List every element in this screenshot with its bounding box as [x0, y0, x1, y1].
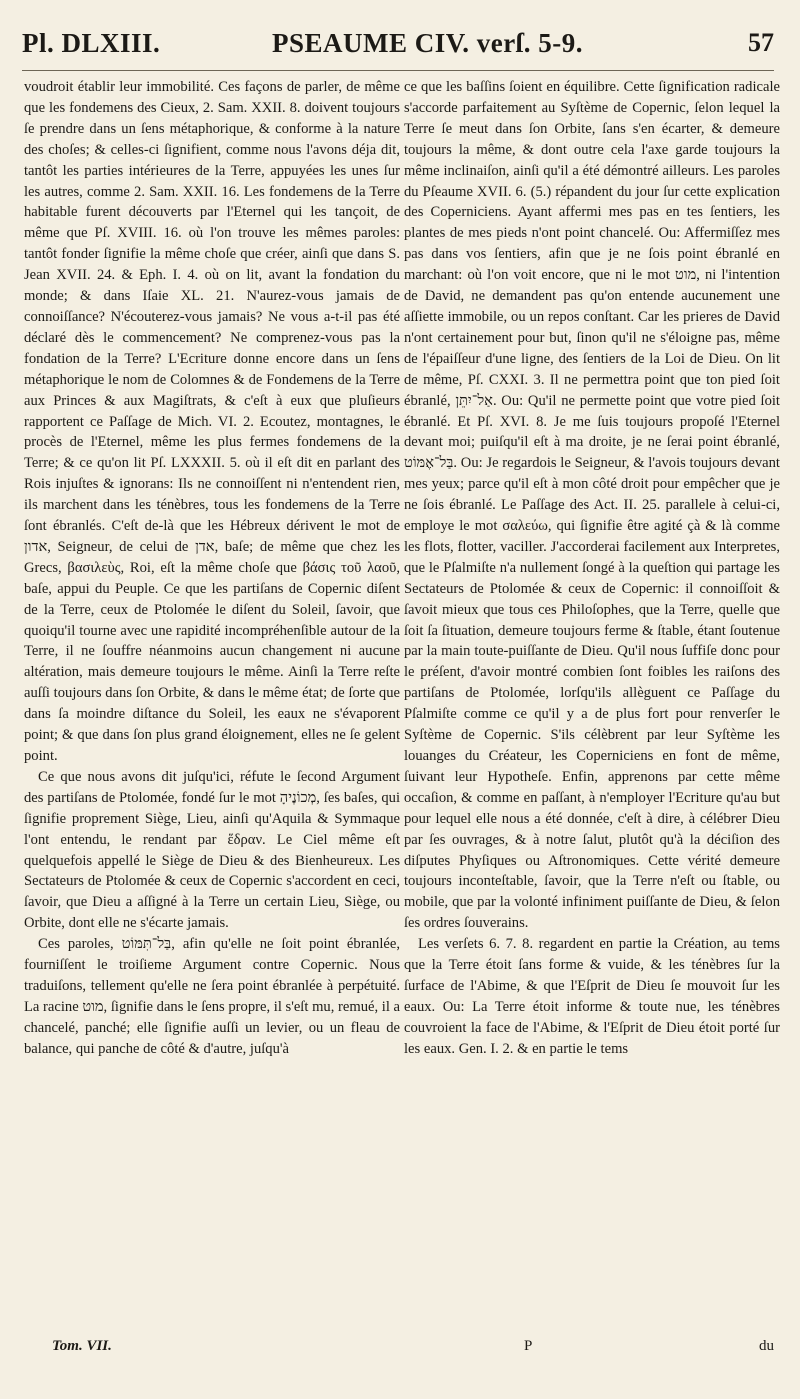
signature-mark: P: [524, 1338, 533, 1354]
catchword: du: [759, 1338, 774, 1354]
header-rule: [22, 70, 774, 71]
paragraph: voudroit établir leur immobilité. Ces façons de parler, de même que les fondemens des Cieux, 2. Sam. XXII. 8. doivent toujours ſe prendre dans un ſens métaphorique, & conforme à la nature des choſes; & celles-ci ſignifient, comme nous l'avons déja dit, tantôt les parties intérieures de la Terre, appuyées les unes ſur les autres, comme 2. Sam. XXII. 16. Les fondemens de la Terre habitable furent découverts par l'Eternel qui les tançoit, de même que Pſ. XVIII. 16. où l'on trouve les mêmes paroles: tantôt fonder ſignifie la même choſe que créer, ainſi que dans S. Jean XVII. 24. & Eph. I. 4. où on lit, avant la fondation du monde; & dans Iſaie XL. 21. N'aurez-vous jamais de connoiſſance? N'écouterez-vous jamais? Ne vous a-t-il pas été déclaré dès le commencement? Ne comprenez-vous pas la fondation de la Terre? L'Ecriture donne encore dans un ſens métaphorique le nom de Colomnes & de Fondemens de la Terre aux Princes & aux Magiſtrats, & c'eſt à eux que pluſieurs rapportent ce Paſſage de Mich. VI. 2. Ecoutez, montagnes, le procès de l'Eternel, même les plus fermes fondemens de la Terre; & ce qu'on lit Pſ. LXXXII. 5. où il eſt dit en parlant des Rois injuſtes & ignorans: Ils ne connoiſſent ni n'entendent rien, ils marchent dans les ténèbres, tous les fondemens de la Terre ſont ébranlés. C'eſt de-là que les Hébreux dérivent le mot de אדון, Seigneur, de celui de אדן, baſe; de même que chez les Grecs, βασιλεὺς, Roi, eſt la même choſe que βάσις τοῦ λαοῦ, baſe, appui du Peuple. Ce que les partiſans de Copernic diſent de la Terre, ceux de Ptolomée le diſent du Soleil, ſavoir, que quoiqu'il tourne avec une rapidité incompréhenſible autour de la Terre, il ne ſouffre néanmoins aucun changement ni aucune altération, mais demeure toujours le même. Ainſi la Terre reſte auſſi toujours dans ſon Orbite, & dans le même état; de ſorte que dans ſa moindre diſtance du Soleil, les eaux ne s'évaporent point; & que dans ſon plus grand éloignement, elles ne ſe gelent point.: [24, 79, 400, 764]
right-column: [404, 77, 780, 1060]
plate-number: Pl. DLXIII.: [22, 28, 161, 58]
page-number: 57: [748, 28, 774, 57]
paragraph: Ce que nous avons dit juſqu'ici, réfute le ſecond Argument des partiſans de Ptolomée, fondé ſur le mot מְכוֹנֶיהָ, ſes baſes, qui ſignifie proprement Siège, Lieu, ainſi qu'Aquila & Symmaque l'ont entendu, le rendant par ἕδραν. Le Ciel même eſt quelquefois appellé le Siège de Dieu & des Bienheureux. Les Sectateurs de Ptolomée & ceux de Copernic s'accordent en ceci, ſavoir, que Dieu a aſſigné à la Terre un certain Lieu, Siège, ou Orbite, dont elle ne s'écarte jamais.: [24, 768, 400, 932]
paragraph: ce que les baſſins ſoient en équilibre. Cette ſignification radicale s'accorde parfaitement au Syſtème de Copernic, ſelon lequel la Terre ſe meut dans ſon Orbite, ſans s'en écarter, & demeure toujours la même, & dont outre cela l'axe garde toujours la même inclinaiſon, ainſi qu'il a été démontré ailleurs. Les paroles du Pſeaume XVII. 6. (5.) répandent du jour ſur cette explication des Coperniciens. Ayant affermi mes pas en tes ſentiers, les plantes de mes pieds n'ont point chancelé. Ou: Affermiſſez mes pas dans vos ſentiers, afin que je ne ſois point ébranlé en marchant: où l'on voit encore, que ni le mot מוט, ni l'intention de David, ne demandent pas qu'on entende aucunement une aſſiette immobile, ou un repos conſtant. Car les prieres de David n'ont certainement pour but, ſinon qu'il ne s'éloigne pas, même de l'épaiſſeur d'une ligne, des ſentiers de la Loi de Dieu. On lit de même, Pſ. CXXI. 3. Il ne permettra point que ton pied ſoit ébranlé, אַל־יִתֵּן. Ou: Qu'il ne permette point que votre pied ſoit ébranlé. Et Pſ. XVI. 8. Je me ſuis toujours propoſé l'Eternel devant moi; puiſqu'il eſt à ma droite, je ne ſerai point ébranlé, בַּל־אֶמּוֹט. Ou: Je regardois le Seigneur, & l'avois toujours devant mes yeux; parce qu'il eſt à mon côté droit pour empêcher que je ne ſois ébranlé. Le Paſſage des Act. II. 25. parallele à celui-ci, employe le mot σαλεύω, qui ſignifie être agité çà & là comme les flots, flotter, vaciller. J'accorderai facilement aux Interpretes, que le Pſalmiſte n'a nullement ſongé à la queſtion qui partage les Sectateurs de Ptolomée & ceux de Copernic: il connoiſſoit & ſavoit mieux que tous ces Philoſophes, que la Terre, quelle que ſoit ſa ſituation, demeure toujours ferme & ſtable, étant ſoutenue par la main toute-puiſſante de Dieu. Qu'il nous ſuffiſe donc pour le préſent, d'avoir montré combien ſont foibles les raiſons des partiſans de Ptolomée, lorſqu'ils allèguent ce Paſſage du Pſalmiſte comme ce qu'il y a de plus fort pour renverſer le Syſtème de Copernic. S'ils célèbrent par leur Syſtème les louanges du Créateur, les Coperniciens en font de même, ſuivant leur Hypotheſe. Enfin, apprenons par cette même occaſion, & comme en paſſant, à n'employer l'Ecriture qu'au but pour lequel elle nous a été donnée, c'eſt à dire, à célébrer Dieu par ſes ouvrages, & à notre ſalut, plutôt qu'à la déciſion des diſputes Phyſiques ou Aſtronomiques. Cette vérité demeure toujours inconteſtable, ſavoir, que la Terre n'eſt ou ſtable, ou mobile, que par la volonté infiniment puiſſante de Dieu, & ſelon ſes ordres ſouverains.: [404, 79, 780, 932]
page-footer: [24, 1338, 774, 1360]
running-title: PSEAUME CIV. verſ. 5-9.: [272, 28, 583, 58]
paragraph: Les verſets 6. 7. 8. regardent en partie la Création, au tems que la Terre étoit ſans forme & vuide, & les ténèbres ſur la ſurface de l'Abime, & que l'Eſprit de Dieu ſe mouvoit ſur les eaux. Ou: La Terre étoit informe & toute nue, les ténèbres couvroient la face de l'Abime, & l'Eſprit de Dieu étoit porté ſur les eaux. Gen. I. 2. & en partie le tems: [404, 936, 780, 1057]
left-column: [24, 77, 400, 1060]
volume-mark: Tom. VII.: [52, 1338, 112, 1354]
page-header: [22, 28, 774, 68]
paragraph: Ces paroles, בַּל־תִּמּוֹט, afin qu'elle ne ſoit point ébranlée, fourniſſent le troiſieme Argument contre Copernic. Nous traduiſons, tellement qu'elle ne ſera point ébranlée à perpétuité. La racine מוט, ſignifie dans le ſens propre, il s'eſt mu, remué, il a chancelé, panché; elle ſignifie auſſi un levier, ou un fleau de balance, qui panche de côté & d'autre, juſqu'à: [24, 936, 401, 1057]
